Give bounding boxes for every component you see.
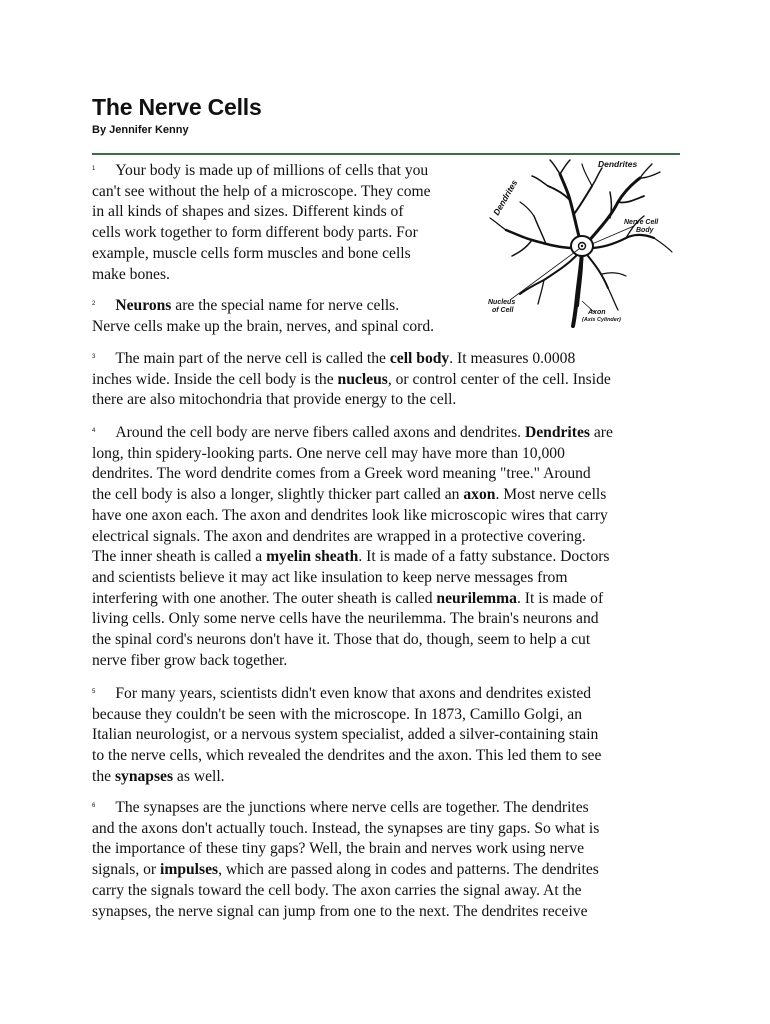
text-segment: make bones.	[92, 265, 170, 283]
text-line	[92, 682, 601, 705]
label-dendrites-top: Dendrites	[598, 159, 638, 169]
text-segment: Nerve cells make up the brain, nerves, and spinal cord.	[92, 317, 435, 335]
text-segment: inches wide. Inside the cell body is the	[92, 370, 338, 388]
text-line	[92, 796, 599, 819]
text-segment: are the special name for nerve cells.	[171, 297, 400, 314]
bold-term: cell body	[389, 350, 450, 367]
text-segment: in all kinds of shapes and sizes. Different kinds of	[92, 203, 404, 221]
text-segment: long, thin spidery-looking parts. One nerve cell may have more than 10,000	[92, 444, 565, 462]
bold-term: synapses	[114, 767, 174, 785]
text-segment: the spinal cord's neurons don't have it. Those that do, though, seem to help a cut	[92, 631, 591, 649]
bold-term: axon	[463, 486, 496, 504]
page-title: The Nerve Cells	[92, 94, 262, 120]
text-line	[92, 746, 601, 767]
text-line	[92, 265, 431, 286]
text-line	[92, 390, 611, 411]
text-segment: there are also mitochondria that provide energy to the cell.	[92, 391, 457, 409]
bold-term: Neurons	[115, 297, 172, 314]
text-segment: because they couldn't be seen with the microscope. In 1873, Camillo Golgi, an	[92, 705, 582, 723]
title-divider	[92, 153, 680, 155]
label-nucleus-1: Nucleus	[488, 299, 516, 306]
text-line	[92, 819, 599, 840]
text-segment: interfering with one another. The outer sheath is called	[92, 589, 437, 607]
bold-term: Dendrites	[524, 424, 590, 441]
paragraph-number: 3	[92, 354, 96, 360]
text-segment: nerve fiber grow back together.	[92, 651, 288, 669]
text-segment: For many years, scientists didn't even know that axons and dendrites existed	[115, 685, 592, 702]
text-line	[92, 444, 613, 465]
text-segment: . It measures 0.0008	[449, 350, 576, 367]
bold-term: nucleus	[337, 370, 388, 388]
text-segment: carry the signals toward the cell body. The axon carries the signal away. At the	[92, 881, 582, 899]
text-line	[92, 223, 431, 244]
text-line	[92, 294, 434, 317]
paragraph-3	[92, 347, 611, 411]
text-line	[92, 902, 599, 923]
label-cell-body-2: Body	[636, 227, 654, 234]
text-segment: electrical signals. The axon and dendrites are wrapped in a protective covering.	[92, 527, 586, 545]
text-line	[92, 464, 613, 485]
text-segment: living cells. Only some nerve cells have the neurilemma. The brain's neurons and	[92, 610, 599, 628]
text-line	[92, 767, 601, 788]
text-segment: . It is made of a fatty substance. Doctors	[358, 548, 610, 566]
text-segment: synapses, the nerve signal can jump from one to the next. The dendrites receive	[92, 902, 588, 920]
text-line	[92, 527, 613, 548]
text-line	[92, 839, 599, 860]
paragraph-number: 4	[92, 428, 96, 434]
label-cell-body-1: Nerve Cell	[624, 219, 659, 226]
text-segment: The main part of the nerve cell is called the	[115, 350, 390, 367]
paragraph-number: 5	[92, 689, 96, 695]
text-segment: can't see without the help of a microscope. They come	[92, 182, 431, 200]
text-line	[92, 568, 613, 589]
text-segment: have one axon each. The axon and dendrites look like microscopic wires that carry	[92, 506, 608, 524]
bold-term: impulses	[160, 861, 219, 879]
text-line	[92, 506, 613, 527]
text-line	[92, 421, 613, 444]
nerve-cell-illustration	[484, 156, 680, 328]
paragraph-5	[92, 682, 601, 788]
text-segment: dendrites. The word dendrite comes from a Greek word meaning "tree." Around	[92, 465, 591, 483]
paragraph-6	[92, 796, 599, 922]
text-segment: The inner sheath is called a	[92, 548, 267, 566]
paragraph-number: 2	[92, 301, 96, 307]
bold-term: neurilemma	[436, 589, 517, 607]
text-segment: the	[92, 767, 115, 785]
text-line	[92, 159, 431, 182]
label-axon-2: (Axis Cylinder)	[582, 317, 621, 323]
label-axon-1: Axon	[588, 309, 606, 316]
text-segment: The synapses are the junctions where nerve cells are together. The dendrites	[115, 799, 589, 816]
paragraph-2	[92, 294, 434, 337]
paragraph-1	[92, 159, 431, 285]
text-line	[92, 317, 434, 338]
text-line	[92, 370, 611, 391]
text-line	[92, 244, 431, 265]
text-line	[92, 705, 601, 726]
text-segment: signals, or	[92, 861, 161, 879]
text-line	[92, 860, 599, 881]
text-line	[92, 182, 431, 203]
text-segment: the importance of these tiny gaps? Well, the brain and nerves work using nerve	[92, 840, 585, 858]
text-line	[92, 609, 613, 630]
text-segment: Around the cell body are nerve fibers called axons and dendrites.	[115, 424, 525, 441]
label-dendrites-left: Dendrites	[491, 178, 520, 217]
text-segment: to the nerve cells, which revealed the dendrites and the axon. This led them to see	[92, 747, 602, 765]
text-segment: cells work together to form different body parts. For	[92, 224, 418, 242]
label-nucleus-2: of Cell	[492, 307, 514, 314]
paragraph-4	[92, 421, 613, 671]
text-segment: Italian neurologist, or a nervous system specialist, added a silver-containing stain	[92, 726, 599, 744]
paragraph-number: 6	[92, 803, 96, 809]
text-line	[92, 881, 599, 902]
text-line	[92, 630, 613, 651]
text-segment: and the axons don't actually touch. Instead, the synapses are tiny gaps. So what is	[92, 819, 600, 837]
text-line	[92, 485, 613, 506]
text-segment: Your body is made up of millions of cells that you	[115, 162, 429, 179]
text-segment: are	[589, 424, 613, 441]
text-segment: and scientists believe it may act like insulation to keep nerve messages from	[92, 568, 568, 586]
text-line	[92, 725, 601, 746]
text-segment: , or control center of the cell. Inside	[387, 370, 611, 388]
text-line	[92, 202, 431, 223]
text-segment: . It is made of	[516, 589, 604, 607]
bold-term: myelin sheath	[266, 548, 359, 566]
text-line	[92, 347, 611, 370]
author-byline: By Jennifer Kenny	[92, 124, 189, 136]
text-segment: example, muscle cells form muscles and bone cells	[92, 244, 411, 262]
text-line	[92, 651, 613, 672]
text-segment: the cell body is also a longer, slightly thicker part called an	[92, 486, 464, 504]
text-line	[92, 589, 613, 610]
text-segment: . Most nerve cells	[495, 486, 607, 504]
text-segment: , which are passed along in codes and patterns. The dendrites	[218, 861, 599, 879]
text-line	[92, 547, 613, 568]
paragraph-number: 1	[92, 166, 96, 172]
text-segment: as well.	[173, 767, 225, 785]
